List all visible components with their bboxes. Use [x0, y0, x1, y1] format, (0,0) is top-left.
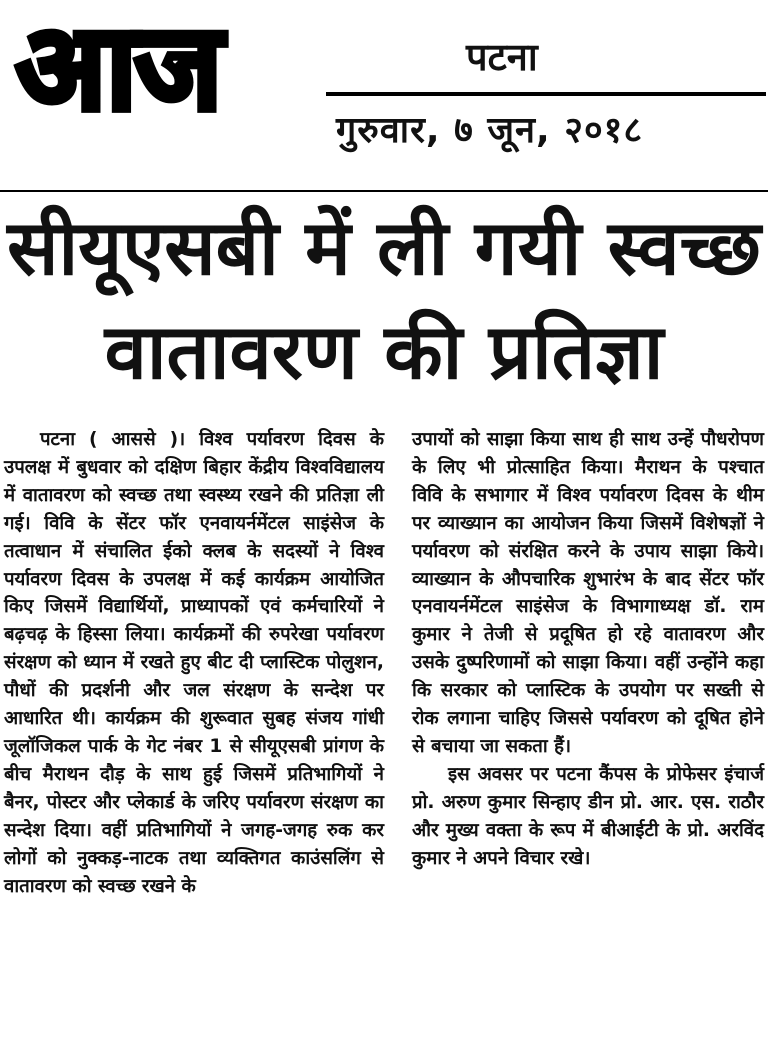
masthead-rule — [326, 92, 766, 96]
section-divider — [0, 190, 768, 192]
article-column-left — [4, 426, 384, 900]
masthead — [0, 0, 768, 190]
newspaper-logo: आज — [16, 0, 221, 136]
article-paragraph: इस अवसर पर पटना कैंपस के प्रोफेसर इंचार्ज प्रो. अरुण कुमार सिन्हाए डीन प्रो. आर. एस. राठौर और मुख्य वक्ता के रूप में बीआईटी के प्रो. अरविंद कुमार ने अपने विचार रखे। — [412, 763, 764, 869]
article-text: विश्व पर्यावरण दिवस के उपलक्ष में बुधवार को दक्षिण बिहार केंद्रीय विश्वविद्यालय में वातावरण को स्वच्छ तथा स्वस्थ्य रखने की प्रतिज्ञा ली गई। विवि के सेंटर फॉर एनवायर्नमेंटल साइंसेज के तत्वाधान में संचालित ईको क्लब के सदस्यों ने विश्व पर्यावरण दिवस के उपलक्ष में कई कार्यक्रम आयोजित किए जिसमें विद्यार्थियों, प्राध्यापकों एवं कर्मचारियों ने बढ़चढ़ के हिस्सा लिया। कार्यक्रमों की रुपरेखा पर्यावरण संरक्षण को ध्यान में रखते हुए बीट दी प्लास्टिक पोलुशन, पौधों की प्रदर्शनी और जल संरक्षण के सन्देश पर आधारित थी। कार्यक्रम की शुरूवात सुबह संजय गांधी जूलॉजिकल पार्क के गेट नंबर 1 से सीयूएसबी प्रांगण के बीच मैराथन दौड़ के साथ हुई जिसमें प्रतिभागियों ने बैनर, पोस्टर और प्लेकार्ड के जरिए पर्यावरण संरक्षण का सन्देश दिया। वहीं प्रतिभागियों ने जगह-जगह रुक कर लोगों को नुक्कड़-नाटक तथा व्यक्तिगत काउंसलिंग से वातावरण को स्वच्छ रखने के — [4, 429, 384, 897]
article-column-right — [412, 426, 764, 873]
headline-line-2: वातावरण की प्रतिज्ञा — [104, 307, 664, 396]
edition-city: पटना — [466, 35, 538, 79]
edition-date: गुरुवार, ७ जून, २०१८ — [336, 110, 644, 151]
article-paragraph: उपायों को साझा किया साथ ही साथ उन्हें पौधरोपण के लिए भी प्रोत्साहित किया। मैराथन के पश्चात विवि के सभागार में विश्व पर्यावरण दिवस के थीम पर व्याख्यान का आयोजन किया जिसमें विशेषज्ञों ने पर्यावरण को संरक्षित करने के उपाय साझा किये। व्याख्यान के औपचारिक शुभारंभ के बाद सेंटर फॉर एनवायर्नमेंटल साइंसेज के विभागाध्यक्ष डॉ. राम कुमार ने तेजी से प्रदूषित हो रहे वातावरण और उसके दुष्परिणामों को साझा किया। वहीं उन्होंने कहा कि सरकार को प्लास्टिक के उपयोग पर सख्ती से रोक लगाना चाहिए जिससे पर्यावरण को दूषित होने से बचाया जा सकता हैं। — [412, 429, 764, 757]
article-dateline: पटना ( आससे )। — [40, 429, 186, 450]
article-paragraph — [4, 426, 384, 900]
article-headline — [0, 196, 768, 404]
headline-line-1: सीयूएसबी में ली गयी स्वच्छ — [7, 203, 761, 292]
